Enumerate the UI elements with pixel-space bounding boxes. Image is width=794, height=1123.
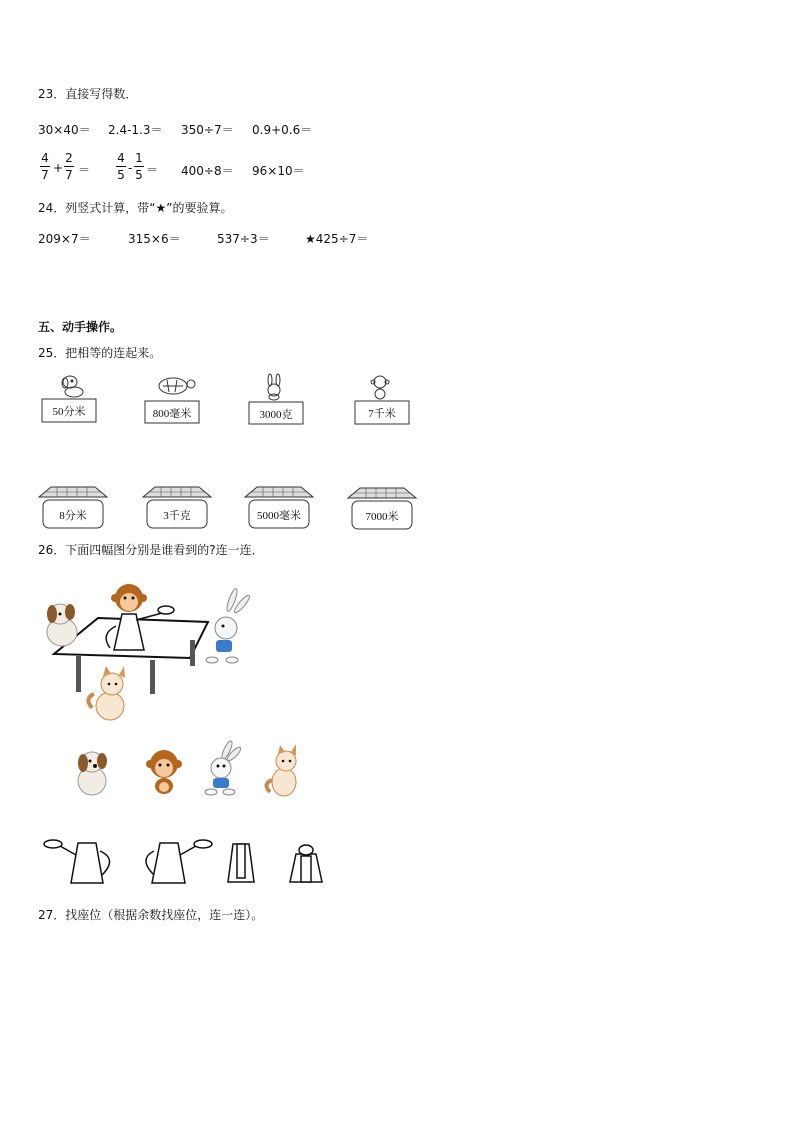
sign-label: 3000克 (259, 409, 293, 421)
animal-sign-rabbit (247, 372, 357, 427)
fraction: 4 5 (117, 151, 125, 182)
q23-expr-3: 350÷7＝ (181, 123, 234, 137)
q25-title: 25．把相等的连起来。 (38, 346, 162, 360)
q23-expr-2: 2.4-1.3＝ (108, 123, 163, 137)
plus-sign: + (53, 161, 64, 175)
q23-expr-4: 0.9+0.6＝ (252, 123, 313, 137)
turtle-icon (159, 378, 195, 394)
kettle-side-view-icon (225, 840, 257, 886)
rabbit-icon (203, 740, 241, 798)
equals-sign: ＝ (146, 163, 159, 177)
house-label: 7000米 (365, 511, 399, 523)
sign-label: 50分米 (52, 406, 86, 418)
house-box (141, 485, 213, 531)
house-box (37, 485, 109, 531)
q23-expr-1: 30×40＝ (38, 123, 91, 137)
dog-icon (62, 376, 83, 397)
q24-expr-2: 315×6＝ (128, 232, 181, 246)
fraction: 1 5 (135, 151, 143, 182)
animal-sign-turtle (143, 370, 253, 425)
q24-expr-1: 209×7＝ (38, 232, 91, 246)
equals-sign: ＝ (78, 163, 91, 177)
q23-expr-7: 400÷8＝ (181, 164, 234, 178)
q24-title: 24．列竖式计算，带“★”的要验算。 (38, 201, 233, 215)
q24-expr-4: ★425÷7＝ (305, 232, 369, 246)
kettle-left-view-icon (42, 835, 117, 887)
dog-icon (47, 604, 77, 646)
dog-icon (72, 745, 114, 797)
minus-sign: - (128, 161, 133, 175)
rabbit-icon (268, 374, 280, 400)
house-box (243, 485, 315, 531)
house-label: 5000毫米 (257, 510, 301, 522)
monkey-icon (144, 746, 186, 796)
fraction: 2 7 (65, 151, 73, 182)
animal-sign-monkey (353, 371, 463, 426)
cat-icon (88, 666, 125, 720)
q26-title: 26．下面四幅图分别是谁看到的?连一连． (38, 543, 264, 557)
monkey-icon (111, 584, 147, 612)
sign-label: 800毫米 (152, 408, 192, 420)
q27-title: 27．找座位（根据余数找座位，连一连）。 (38, 908, 264, 922)
house-box (346, 486, 418, 532)
animal-sign-dog (38, 370, 148, 425)
monkey-icon (371, 376, 389, 399)
q23-title: 23．直接写得数． (38, 87, 138, 101)
sign-label: 7千米 (368, 408, 396, 420)
kettle-top-view-icon (286, 840, 326, 886)
house-label: 8分米 (59, 510, 87, 522)
section-title: 五、动手操作。 (38, 320, 123, 334)
fraction: 4 7 (41, 151, 49, 182)
q23-expr-8: 96×10＝ (252, 164, 305, 178)
rabbit-icon (206, 588, 251, 663)
q24-expr-3: 537÷3＝ (217, 232, 270, 246)
table-scene (40, 578, 255, 728)
kettle-right-view-icon (140, 835, 215, 887)
cat-icon (260, 744, 302, 800)
house-label: 3千克 (163, 510, 191, 522)
